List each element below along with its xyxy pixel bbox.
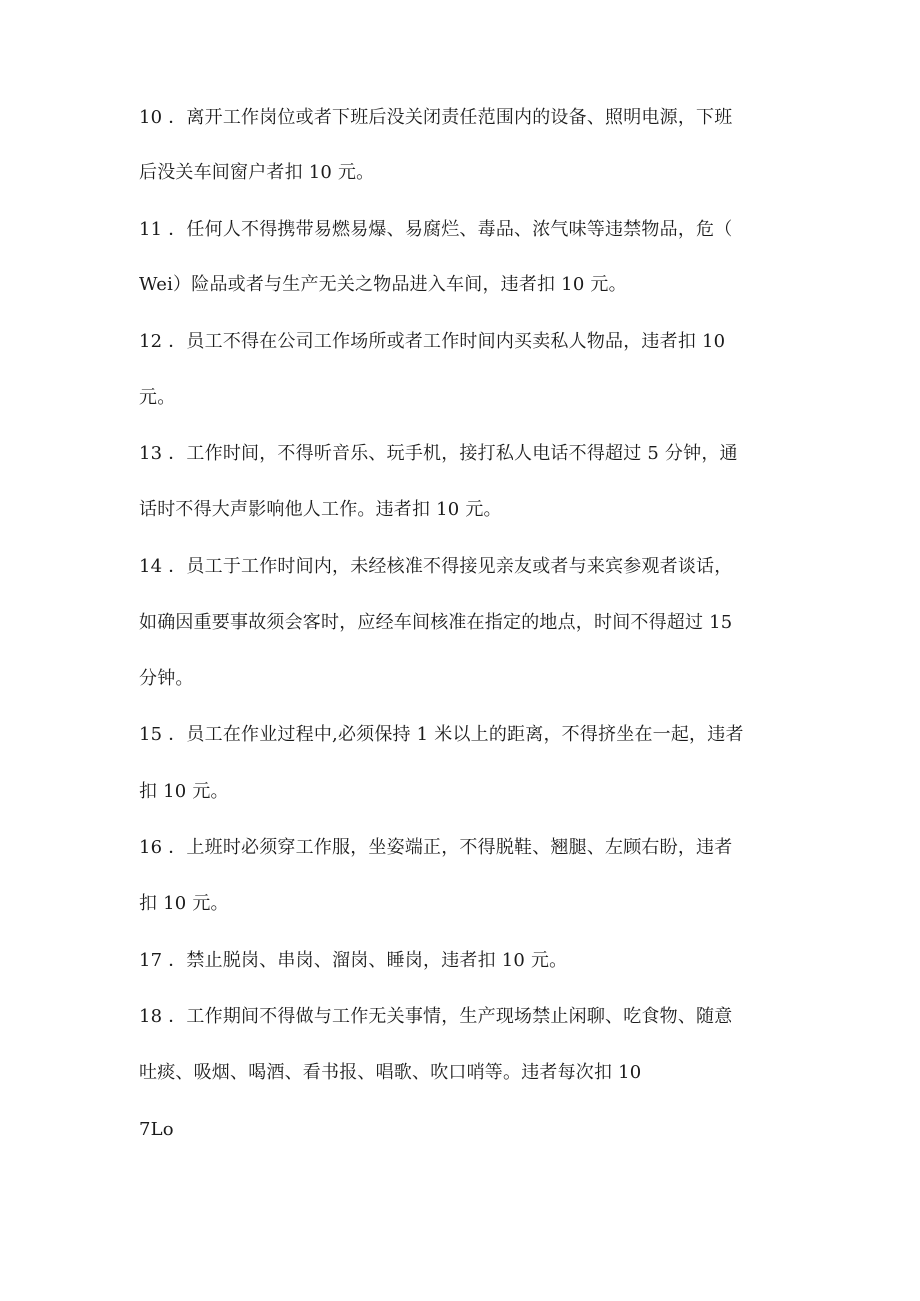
rule-12-line-1: 12 ．员工不得在公司工作场所或者工作时间内买卖私人物品，违者扣 10 [139,331,726,352]
rule-14-line-1: 14 ．员工于工作时间内，未经核准不得接见亲友或者与来宾参观者谈话， [139,556,733,577]
rule-14-line-2: 如确因重要事故须会客时，应经车间核准在指定的地点，时间不得超过 15 [139,612,733,633]
rule-15-line-2: 扣 10 元。 [139,781,229,802]
rule-18-line-1: 18 ．工作期间不得做与工作无关事情，生产现场禁止闲聊、吃食物、随意 [139,1006,733,1027]
rule-10-line-1: 10 ．离开工作岗位或者下班后没关闭责任范围内的设备、照明电源，下班 [139,107,733,128]
rule-17-line-1: 17 ．禁止脱岗、串岗、溜岗、睡岗，违者扣 10 元。 [139,950,568,971]
rule-11-line-2: Wei）险品或者与生产无关之物品进入车间，违者扣 10 元。 [139,274,627,295]
rule-16-line-2: 扣 10 元。 [139,893,229,914]
rule-15-line-1: 15 ．员工在作业过程中,必须保持 1 米以上的距离，不得挤坐在一起，违者 [139,724,744,745]
rule-13-line-1: 13 ．工作时间，不得听音乐、玩手机，接打私人电话不得超过 5 分钟，通 [139,443,738,464]
rule-10-line-2: 后没关车间窗户者扣 10 元。 [139,162,375,183]
rule-14-line-3: 分钟。 [139,668,194,689]
rule-18-line-2: 吐痰、吸烟、喝酒、看书报、唱歌、吹口哨等。违者每次扣 10 [139,1062,642,1083]
rule-12-line-2: 元。 [139,387,176,408]
rule-16-line-1: 16 ．上班时必须穿工作服，坐姿端正，不得脱鞋、翘腿、左顾右盼，违者 [139,837,733,858]
rule-11-line-1: 11 ．任何人不得携带易燃易爆、易腐烂、毒品、浓气味等违禁物品，危（ [139,219,733,240]
rule-13-line-2: 话时不得大声影响他人工作。违者扣 10 元。 [139,499,502,520]
rule-18-line-3: 7Lo [139,1119,174,1140]
